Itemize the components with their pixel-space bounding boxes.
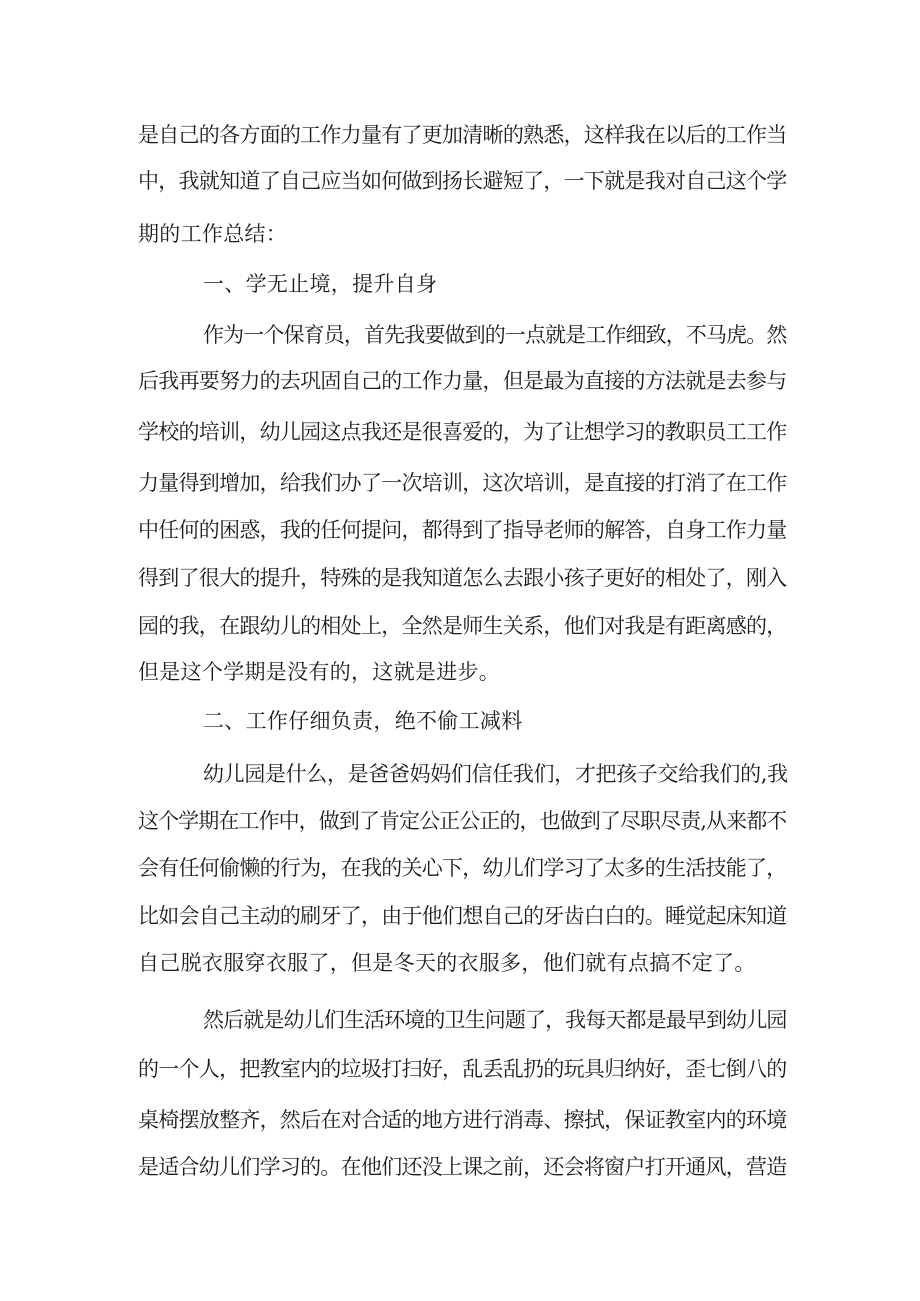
text-line: 这个学期在工作中，做到了肯定公正公正的，也做到了尽职尽责,从来都不	[138, 809, 787, 833]
text-line: 自己脱衣服穿衣服了，但是冬天的衣服多，他们就有点搞不定了。	[138, 951, 756, 975]
text-line: 得到了很大的提升，特殊的是我知道怎么去跟小孩子更好的相处了，刚入	[138, 566, 787, 590]
text-line: 园的我，在跟幼儿的相处上，全然是师生关系，他们对我是有距离感的，	[138, 614, 787, 638]
text-line: 中任何的困惑，我的任何提问，都得到了指导老师的解答，自身工作力量	[138, 518, 787, 542]
paragraph-first-line: 幼儿园是什么，是爸爸妈妈们信任我们，才把孩子交给我们的,我	[203, 762, 788, 786]
text-line: 桌椅摆放整齐，然后在对合适的地方进行消毒、擦拭，保证教室内的环境	[138, 1108, 787, 1132]
text-line: 中，我就知道了自己应当如何做到扬长避短了，一下就是我对自己这个学	[138, 169, 787, 193]
text-line: 是自己的各方面的工作力量有了更加清晰的熟悉，这样我在以后的工作当	[138, 123, 787, 147]
text-line: 会有任何偷懒的行为，在我的关心下，幼儿们学习了太多的生活技能了，	[138, 856, 787, 880]
text-line: 但是这个学期是没有的，这就是进步。	[138, 660, 501, 684]
text-line: 是适合幼儿们学习的。在他们还没上课之前，还会将窗户打开通风，营造	[138, 1155, 787, 1179]
text-line: 学校的培训，幼儿园这点我还是很喜爱的，为了让想学习的教职员工工作	[138, 420, 787, 444]
text-line: 后我再要努力的去巩固自己的工作力量，但是最为直接的方法就是去参与	[138, 369, 787, 393]
section-heading: 一、学无止境，提升自身	[203, 272, 438, 296]
section-heading: 二、工作仔细负责，绝不偷工减料	[203, 709, 523, 733]
text-line: 的一个人，把教室内的垃圾打扫好，乱丢乱扔的玩具归纳好，歪七倒八的	[138, 1057, 787, 1081]
text-line: 期的工作总结：	[138, 222, 288, 246]
paragraph-first-line: 然后就是幼儿们生活环境的卫生问题了，我每天都是最早到幼儿园	[203, 1008, 787, 1032]
text-line: 力量得到增加，给我们办了一次培训，这次培训，是直接的打消了在工作	[138, 471, 787, 495]
text-line: 比如会自己主动的刷牙了，由于他们想自己的牙齿白白的。睡觉起床知道	[138, 904, 787, 928]
paragraph-first-line: 作为一个保育员，首先我要做到的一点就是工作细致，不马虎。然	[203, 323, 787, 347]
